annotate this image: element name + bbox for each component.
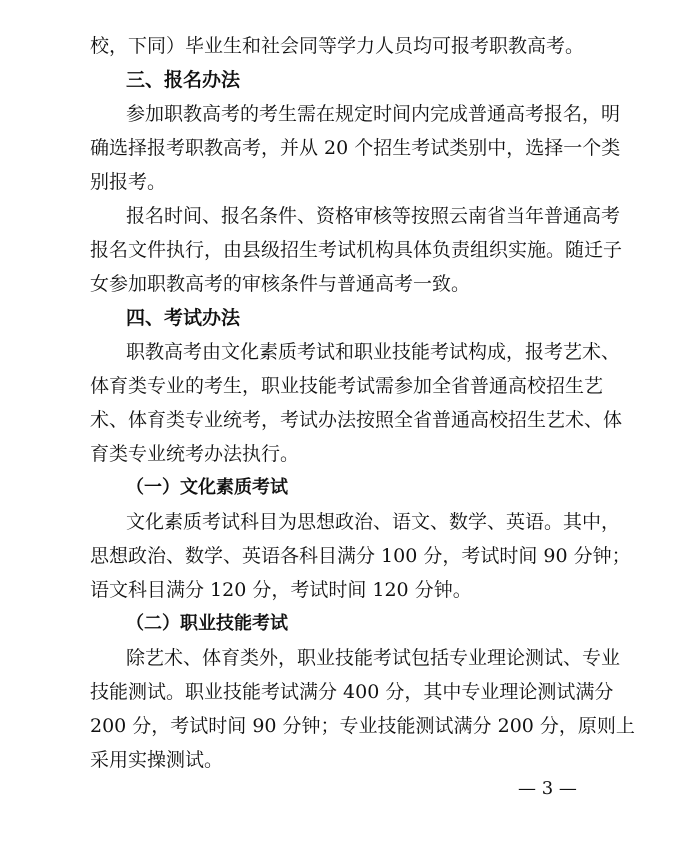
subsection-heading-skills-exam: （二）职业技能考试	[126, 613, 288, 634]
paragraph-line: 校，下同）毕业生和社会同等学力人员均可报考职教高考。	[90, 35, 585, 57]
paragraph-line: 确选择报考职教高考，并从 20 个招生考试类别中，选择一个类	[90, 137, 621, 159]
paragraph-line: 采用实操测试。	[90, 749, 224, 771]
paragraph-line: 语文科目满分 120 分，考试时间 120 分钟。	[90, 579, 472, 601]
paragraph-line: 思想政治、数学、英语各科目满分 100 分，考试时间 90 分钟；	[90, 545, 631, 567]
paragraph-line: 200 分，考试时间 90 分钟；专业技能测试满分 200 分，原则上	[90, 715, 635, 737]
paragraph-line: 报名时间、报名条件、资格审核等按照云南省当年普通高考	[126, 205, 621, 227]
section-heading-registration: 三、报名办法	[126, 69, 241, 91]
paragraph-line: 职教高考由文化素质考试和职业技能考试构成，报考艺术、	[126, 341, 621, 363]
page-number: — 3 —	[518, 778, 577, 799]
paragraph-line: 除艺术、体育类外，职业技能考试包括专业理论测试、专业	[126, 647, 621, 669]
paragraph-line: 育类专业统考办法执行。	[90, 443, 300, 465]
paragraph-line: 报名文件执行，由县级招生考试机构具体负责组织实施。随迁子	[90, 239, 623, 261]
subsection-heading-cultural-exam: （一）文化素质考试	[126, 477, 288, 498]
paragraph-line: 参加职教高考的考生需在规定时间内完成普通高考报名，明	[126, 103, 621, 125]
paragraph-line: 术、体育类专业统考，考试办法按照全省普通高校招生艺术、体	[90, 409, 623, 431]
section-heading-exam-method: 四、考试办法	[126, 307, 241, 329]
paragraph-line: 技能测试。职业技能考试满分 400 分，其中专业理论测试满分	[90, 681, 614, 703]
paragraph-line: 体育类专业的考生，职业技能考试需参加全省普通高校招生艺	[90, 375, 604, 397]
paragraph-line: 别报考。	[90, 171, 167, 193]
paragraph-line: 女参加职教高考的审核条件与普通高考一致。	[90, 273, 471, 295]
paragraph-line: 文化素质考试科目为思想政治、语文、数学、英语。其中，	[126, 511, 621, 533]
